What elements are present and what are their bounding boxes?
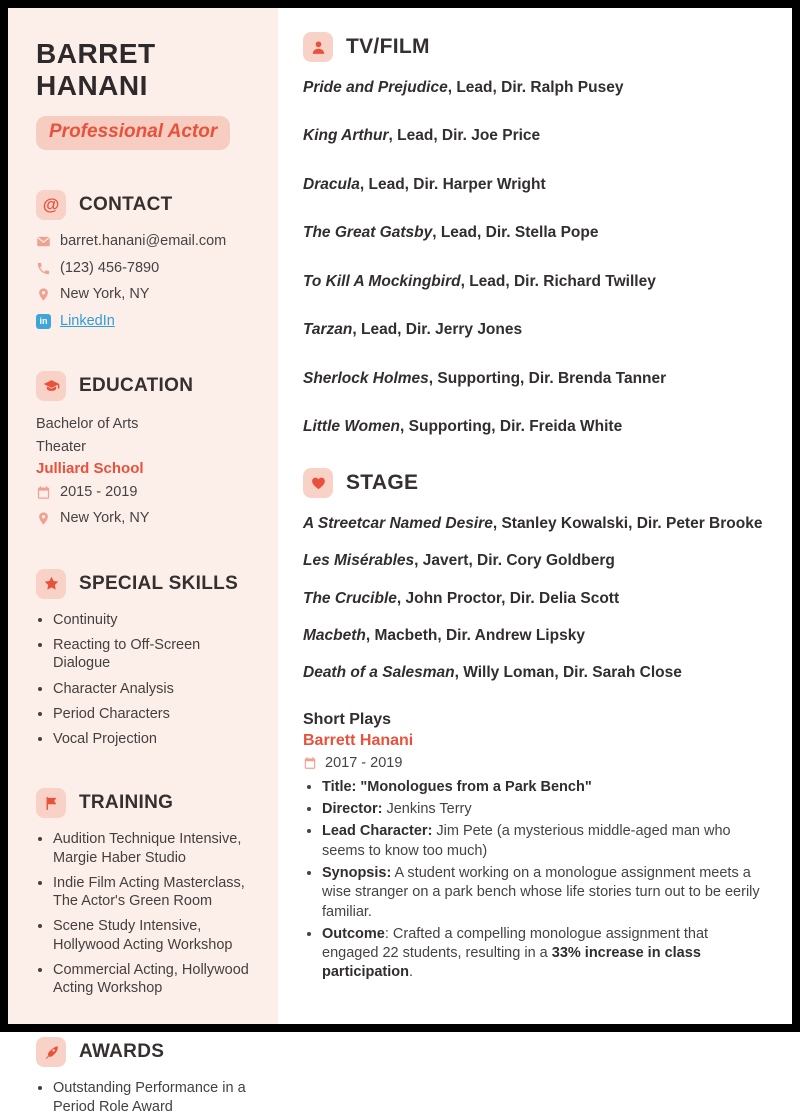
contact-email-row — [36, 232, 258, 252]
contact-heading: CONTACT — [79, 193, 173, 215]
credit-line: Tarzan, Lead, Dir. Jerry Jones — [303, 321, 523, 339]
awards-section-header — [36, 1037, 258, 1067]
special-skills-list — [36, 611, 258, 749]
credit-line: King Arthur, Lead, Dir. Joe Price — [303, 127, 541, 145]
education-location-row — [36, 509, 258, 529]
credit-line: Death of a Salesman, Willy Loman, Dir. Sarah Close — [303, 664, 682, 682]
list-item: • Synopsis: A student working on a monologue assignment meets a wise stranger on a park bench whose life stories turn out to be eerily familiar. — [322, 864, 764, 922]
education-section — [36, 371, 258, 529]
list-item: • Outcome: Crafted a compelling monologue assignment that engaged 22 students, resulting in a 33% increase in class participation. — [322, 925, 764, 983]
credit-line: Sherlock Holmes, Supporting, Dir. Brenda Tanner — [303, 369, 667, 387]
candidate-name — [36, 38, 258, 103]
list-item: • Indie Film Acting Masterclass, The Actor's Green Room — [53, 874, 258, 911]
training-heading: TRAINING — [79, 792, 174, 814]
main-content — [278, 8, 792, 1024]
linkedin-icon: in — [36, 314, 51, 329]
stage-credits — [303, 514, 764, 684]
list-item: • Continuity — [53, 611, 258, 629]
short-plays-person: Barrett Hanani — [303, 731, 414, 749]
list-item: • Title: "Monologues from a Park Bench" — [322, 778, 764, 797]
training-list — [36, 830, 258, 997]
stage-section — [303, 468, 764, 983]
credit-line: Les Misérables, Javert, Dir. Cory Goldberg — [303, 552, 615, 570]
special-skills-section-header — [36, 569, 258, 599]
credit-line: Macbeth, Macbeth, Dir. Andrew Lipsky — [303, 626, 585, 644]
special-skills-heading: SPECIAL SKILLS — [79, 572, 239, 594]
contact-section — [36, 190, 258, 331]
credit-line: To Kill A Mockingbird, Lead, Dir. Richard Twilley — [303, 272, 656, 290]
list-item: • Commercial Acting, Hollywood Acting Workshop — [53, 961, 258, 998]
list-item: • Period Characters — [53, 705, 258, 723]
education-location: New York, NY — [60, 510, 150, 527]
awards-heading: AWARDS — [79, 1041, 165, 1063]
list-item: • Vocal Projection — [53, 730, 258, 748]
tv-film-section-header — [303, 32, 764, 62]
calendar-icon — [36, 485, 51, 500]
flag-icon — [36, 788, 66, 818]
list-item: • Reacting to Off-Screen Dialogue — [53, 636, 258, 673]
contact-linkedin-row — [36, 312, 258, 332]
credit-line: A Streetcar Named Desire, Stanley Kowalski, Dir. Peter Brooke — [303, 514, 763, 532]
role-badge: Professional Actor — [36, 116, 230, 150]
tv-film-credits — [303, 78, 764, 438]
training-section — [36, 788, 258, 997]
credit-line: The Great Gatsby, Lead, Dir. Stella Pope — [303, 224, 599, 242]
sidebar — [8, 8, 278, 1115]
name-line-1: BARRET — [36, 38, 156, 69]
phone-icon — [36, 261, 51, 276]
graduation-cap-icon — [36, 371, 66, 401]
list-item: • Director: Jenkins Terry — [322, 800, 764, 819]
calendar-icon — [303, 756, 317, 770]
credit-line: Little Women, Supporting, Dir. Freida White — [303, 418, 623, 436]
short-plays-dates: 2017 - 2019 — [325, 754, 403, 771]
education-heading: EDUCATION — [79, 375, 194, 397]
stage-heading: STAGE — [346, 470, 419, 494]
education-dates: 2015 - 2019 — [60, 483, 138, 500]
credit-line: Dracula, Lead, Dir. Harper Wright — [303, 175, 546, 193]
name-line-2: HANANI — [36, 70, 148, 102]
list-item: • Outstanding Performance in a Period Role Award — [53, 1079, 258, 1116]
education-section-header — [36, 371, 258, 401]
list-item: • Character Analysis — [53, 680, 258, 698]
short-plays-heading: Short Plays — [303, 710, 392, 728]
awards-section — [36, 1037, 258, 1116]
short-plays-details — [303, 778, 764, 983]
contact-location: New York, NY — [60, 286, 150, 303]
short-plays-block — [303, 711, 764, 983]
envelope-icon — [36, 234, 51, 249]
location-pin-icon — [36, 287, 51, 302]
credit-line: Pride and Prejudice, Lead, Dir. Ralph Pusey — [303, 79, 624, 96]
education-major: Theater — [36, 438, 86, 455]
stage-section-header — [303, 468, 764, 498]
person-icon — [303, 32, 333, 62]
rocket-icon — [36, 1037, 66, 1067]
contact-phone-row — [36, 259, 258, 279]
heart-icon — [303, 468, 333, 498]
credit-line: The Crucible, John Proctor, Dir. Delia Scott — [303, 589, 620, 607]
education-dates-row — [36, 483, 258, 503]
short-plays-dates-row — [303, 755, 764, 771]
linkedin-link[interactable]: LinkedIn — [60, 312, 115, 329]
contact-location-row — [36, 285, 258, 305]
education-school: Julliard School — [36, 460, 144, 478]
contact-phone: (123) 456-7890 — [60, 259, 160, 276]
list-item: • Scene Study Intensive, Hollywood Acting Workshop — [53, 917, 258, 954]
education-degree: Bachelor of Arts — [36, 416, 139, 433]
list-item: • Lead Character: Jim Pete (a mysterious middle-aged man who seems to know too much) — [322, 822, 764, 861]
special-skills-section — [36, 569, 258, 749]
training-section-header — [36, 788, 258, 818]
contact-email: barret.hanani@email.com — [60, 232, 227, 249]
awards-list — [36, 1079, 258, 1116]
at-icon: @ — [36, 190, 66, 220]
contact-section-header — [36, 190, 258, 220]
tv-film-section — [303, 32, 764, 438]
star-icon — [36, 569, 66, 599]
location-pin-icon — [36, 511, 51, 526]
tv-film-heading: TV/FILM — [346, 35, 430, 58]
list-item: • Audition Technique Intensive, Margie Haber Studio — [53, 830, 258, 867]
